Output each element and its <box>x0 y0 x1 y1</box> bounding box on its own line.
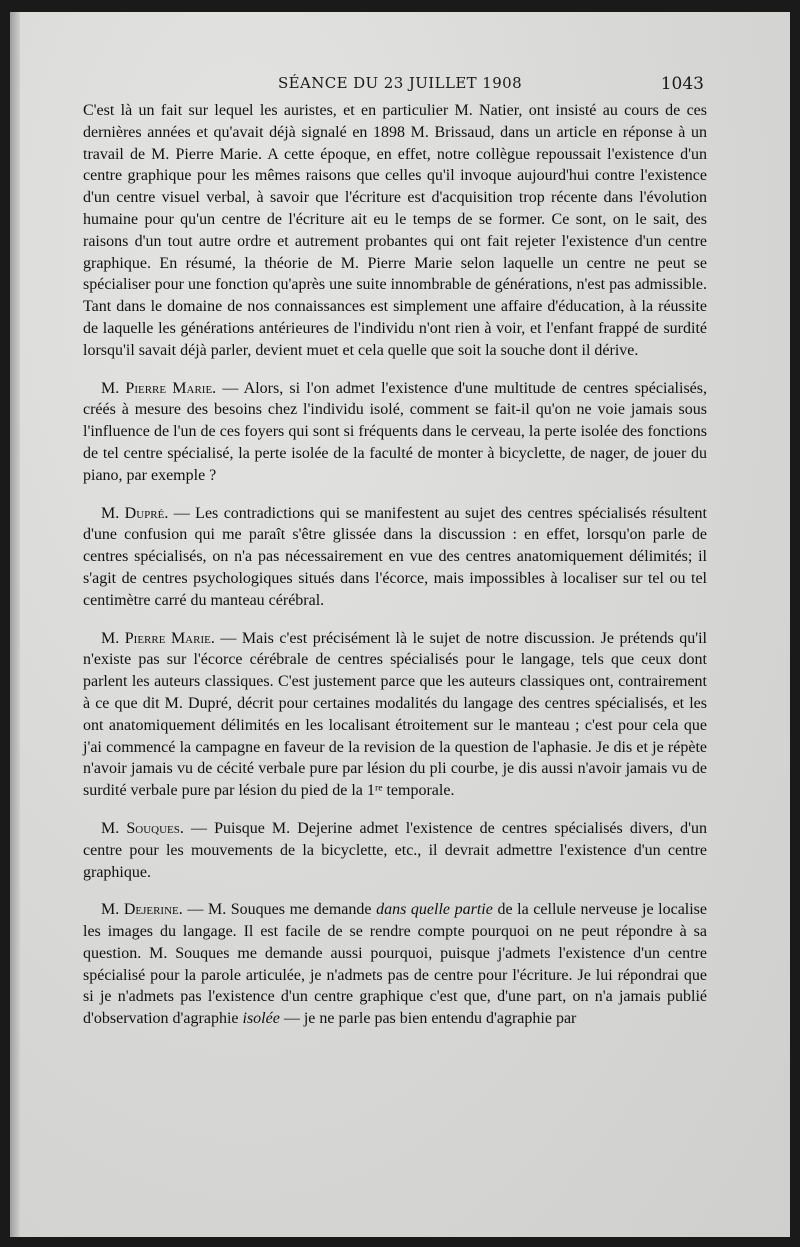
italic-text: isolée <box>242 1010 280 1028</box>
paragraph <box>83 628 707 802</box>
paragraph-text: C'est là un fait sur lequel les auristes, et en particulier M. Natier, ont insisté au cours de ces dernières années et qu'avait déjà signalé en 1898 M. Brissaud, dans un article en réponse à un travail de M. Pierre Marie. A cette époque, en effet, notre collègue repoussait l'existence d'un centre graphique pour les mêmes raisons que celles qu'il invoque aujourd'hui contre l'existence d'un centre visuel verbal, à savoir que l'écriture est d'acquisition trop récente dans l'évolution humaine pour qu'un centre de l'écriture ait eu le temps de se former. Ce sont, on le sait, des raisons d'un tout autre ordre et autrement probantes qui ont fait rejeter l'existence d'un centre graphique. En résumé, la théorie de M. Pierre Marie selon laquelle un centre ne peut se spécialiser pour une fonction qu'après une suite innombrable de générations, n'est pas admissible. Tant dans le domaine de nos connaissances est simplement une affaire d'éducation, à la réussite de laquelle les générations antérieures de l'individu n'ont rien à voir, et l'enfant frappé de surdité lorsqu'il savait déjà parler, devient muet et cela quelle que soit la souche dont il dérive. <box>83 102 707 359</box>
italic-text: dans quelle partie <box>376 901 493 919</box>
paragraph-text: — je ne parle pas bien entendu d'agraphie par <box>279 1010 577 1028</box>
paragraph <box>83 899 707 1030</box>
body-text <box>83 100 707 1046</box>
paragraph-text: — Alors, si l'on admet l'existence d'une multitude de centres spécialisés, créés à mesure des besoins chez l'individu isolé, comment se fait-il qu'on ne voie jamais sous l'influence de l'un de ces foyers qui sont si fréquents dans le cerveau, la perte isolée des fonctions de tel centre spécialisé, la perte isolée de la faculté de monter à bicyclette, de nager, de jouer du piano, par exemple ? <box>83 379 707 484</box>
page-header <box>10 74 790 98</box>
paragraph <box>83 818 707 883</box>
speaker-name: M. Souques. <box>101 819 184 837</box>
page-number: 1043 <box>660 74 704 94</box>
paragraph-text: — M. Souques me demande <box>182 901 377 919</box>
paragraph <box>83 503 707 612</box>
speaker-name: M. Dupré. <box>101 504 169 522</box>
running-title: SÉANCE DU 23 JUILLET 1908 <box>277 74 523 92</box>
speaker-name: M. Pierre Marie. <box>101 379 217 397</box>
paragraph-text: de la cellule nerveuse je localise les images du langage. Il est facile de se rendre compte pourquoi on ne peut répondre à sa question. M. Souques me demande aussi pourquoi, puisque j'admets l'existence d'un centre spécialisé pour la parole articulée, je n'admets pas de centre pour l'écriture. Je lui répondrai que si je n'admets pas l'existence d'un centre graphique c'est que, d'une part, on n'a jamais publié d'observation d'agraphie <box>83 901 708 1028</box>
speaker-name: M. Pierre Marie. <box>101 629 215 647</box>
speaker-name: M. Dejerine. <box>101 901 183 919</box>
paragraph <box>83 100 707 362</box>
page-edge-shadow <box>10 12 20 1237</box>
paragraph <box>83 378 707 487</box>
paragraph-text: — Puisque M. Dejerine admet l'existence de centres spécialisés divers, d'un centre pour les mouvements de la bicyclette, etc., il devrait admettre l'existence d'un centre graphique. <box>83 819 707 881</box>
paragraph-text: — Mais c'est précisément là le sujet de notre discussion. Je prétends qu'il n'existe pas sur l'écorce cérébrale de centres spécialisés pour le langage, tels que ceux dont parlent les auteurs classiques. C'est justement parce que les auteurs classiques ont, contrairement à ce que dit M. Dupré, décrit pour certaines modalités du langage des centres spécialisés, et les ont anatomiquement délimités en les localisant étroitement sur le manteau ; c'est pour cela que j'ai commencé la campagne en faveur de la revision de la question de l'aphasie. Je dis et je répète n'avoir jamais vu de cécité verbale pure par lésion du pli courbe, je dis aussi n'avoir jamais vu de surdité verbale pure par lésion du pied de la 1ʳᵉ temporale. <box>83 629 707 800</box>
paragraph-text: — Les contradictions qui se manifestent au sujet des centres spécialisés résultent d'une confusion qui me paraît s'être glissée dans la discussion : en effet, lorsqu'on parle de centres spécialisés, on n'a pas nécessairement en vue des centres anatomiquement délimités; il s'agit de centres psychologiques situés dans l'écorce, mais impossibles à localiser sur tel ou tel centimètre carré du manteau cérébral. <box>83 504 708 609</box>
